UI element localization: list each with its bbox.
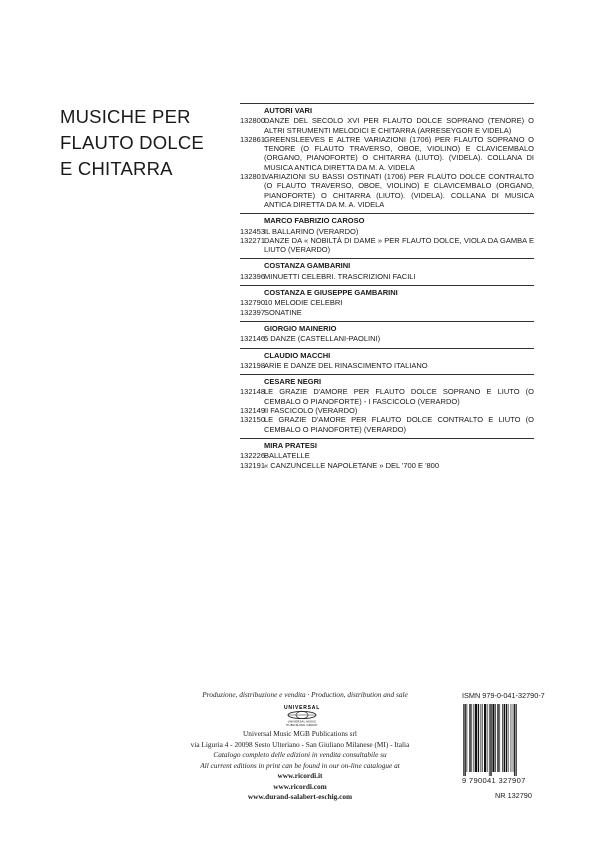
composer-name: MARCO FABRIZIO CAROSO	[264, 216, 365, 226]
universal-logo	[276, 703, 328, 727]
entry-title: VARIAZIONI SU BASSI OSTINATI (1706) PER FLAUTO DOLCE CONTRALTO (O FLAUTO TRAVERSO, OBOE, VIOLINO) E CLAVICEMBALO (ORGANO, PIANOFORTE) O CHITARRA (LIUTO). (VIDELA). COLLANA DI MUSICA ANTICA DIRETTA DA M. A. VIDELA	[264, 172, 534, 209]
catalog-entry	[240, 172, 534, 209]
catalog-entry	[240, 135, 534, 172]
catalog-entry	[240, 461, 534, 470]
composer-name: COSTANZA GAMBARINI	[264, 261, 351, 271]
catalog-section	[240, 374, 534, 438]
entry-code: 132790	[240, 298, 266, 308]
barcode-bar	[489, 704, 490, 776]
catalog-entry	[240, 387, 534, 406]
barcode	[462, 704, 540, 776]
catalog-section	[240, 285, 534, 321]
barcode-bar	[482, 704, 483, 772]
entry-title: BALLATELLE	[264, 451, 310, 461]
url-ricordi-com: www.ricordi.com	[273, 781, 327, 791]
entry-title: LE GRAZIE D'AMORE PER FLAUTO DOLCE CONTRALTO E LIUTO (O CEMBALO O PIANOFORTE) (VERARDO)	[264, 415, 534, 434]
entry-code: 132861	[240, 134, 266, 144]
composer-name: CLAUDIO MACCHI	[264, 350, 331, 360]
composer-name: CESARE NEGRI	[264, 377, 322, 387]
entry-title: ARIE E DANZE DEL RINASCIMENTO ITALIANO	[264, 360, 428, 370]
barcode-bar	[474, 704, 475, 772]
catalog-entry	[240, 308, 534, 317]
barcode-bar	[499, 704, 500, 772]
publisher-info	[150, 729, 450, 803]
barcode-bar	[478, 704, 479, 772]
entry-code: 132800	[240, 116, 266, 126]
url-ricordi-it: www.ricordi.it	[277, 771, 323, 780]
entry-title: IL BALLARINO (VERARDO)	[264, 226, 359, 236]
catalog-section	[240, 103, 534, 213]
entry-title: « CANZUNCELLE NAPOLETANE » DEL '700 E '800	[264, 460, 440, 470]
catalog-section	[240, 438, 534, 474]
barcode-bar	[513, 704, 514, 772]
catalog-entry	[240, 415, 534, 434]
barcode-bar	[469, 704, 470, 772]
catalog-entry	[240, 451, 534, 460]
ismn-code: ISMN 979-0-041-32790-7	[462, 691, 545, 700]
catalog-entry	[240, 116, 534, 135]
catalog-entry	[240, 334, 534, 343]
entry-title: DANZE DA « NOBILTÀ DI DAME » PER FLAUTO DOLCE, VIOLA DA GAMBA E LIUTO (VERARDO)	[264, 235, 534, 255]
composer-name: COSTANZA E GIUSEPPE GAMBARINI	[264, 288, 398, 298]
publisher-name: Universal Music MGB Publications srl	[243, 729, 357, 738]
barcode-bar	[471, 704, 472, 772]
entry-title: DANZE DEL SECOLO XVI PER FLAUTO DOLCE SOPRANO (TENORE) O ALTRI STRUMENTI MELODICI E CHITARRA (ARRESEYGOR E VIDELA)	[264, 116, 534, 135]
logo-subtitle-2: PUBLISHING GROUP	[286, 723, 318, 727]
catalog-section	[240, 348, 534, 375]
entry-code: 132801	[240, 172, 266, 182]
composer-name: AUTORI VARI	[264, 106, 313, 115]
barcode-bar	[514, 704, 515, 776]
title-line-2: FLAUTO DOLCE	[60, 132, 204, 153]
barcode-bar	[490, 704, 491, 776]
publisher-address: via Liguria 4 - 20098 Sesto Ulteriano - San Giuliano Milanese (MI) - Italia	[190, 739, 410, 749]
entry-title: GREENSLEEVES E ALTRE VARIAZIONI (1706) PER FLAUTO SOPRANO O TENORE (O FLAUTO TRAVERSO, OBOE, VIOLINO) E CLAVICEMBALO (ORGANO, PIANOFORTE) O CHITARRA (LIUTO). (VIDELA). COLLANA DI MUSICA ANTICA DIRETTA DA M. A. VIDELA	[264, 134, 534, 172]
entry-code: 132148	[240, 387, 266, 397]
catalog-entry	[240, 298, 534, 307]
entry-title: 5 DANZE (CASTELLANI-PAOLINI)	[264, 334, 381, 344]
barcode-bar	[495, 704, 496, 772]
barcode-bar	[463, 704, 464, 776]
entry-code: 132271	[240, 235, 266, 245]
barcode-bar	[511, 704, 512, 772]
barcode-bar	[487, 704, 488, 772]
entry-code: 132397	[240, 307, 266, 317]
catalog-entry	[240, 361, 534, 370]
barcode-bar	[475, 704, 477, 772]
barcode-bar	[467, 704, 468, 772]
entry-code: 132198	[240, 360, 266, 370]
catalog-title	[60, 104, 230, 182]
catalog-number: NR 132790	[495, 791, 532, 800]
barcode-bar	[504, 704, 505, 772]
catalog-note-it: Catalogo completo delle edizioni in vendita consultabile su	[213, 750, 387, 759]
entry-title: 10 MELODIE CELEBRI	[264, 298, 343, 308]
barcode-bar	[492, 704, 494, 772]
barcode-bar	[508, 704, 509, 772]
entry-code: 132191	[240, 460, 266, 470]
logo-subtitle-1: UNIVERSAL MUSIC	[287, 719, 317, 724]
entry-title: SONATINE	[264, 307, 302, 317]
catalog-note-en: All current editions in print can be found in our on-line catalogue at	[200, 760, 400, 770]
entry-code: 132149	[240, 406, 266, 416]
barcode-bar	[506, 704, 507, 772]
catalog-list	[240, 103, 534, 474]
logo-wordmark: UNIVERSAL	[283, 705, 321, 711]
composer-name: MIRA PRATESI	[264, 440, 317, 450]
entry-code: 132396	[240, 271, 266, 281]
entry-code: 132150	[240, 415, 266, 425]
title-line-3: E CHITARRA	[60, 158, 173, 179]
composer-name: GIORGIO MAINERIO	[264, 323, 337, 333]
barcode-bar	[502, 704, 503, 772]
barcode-bar	[464, 704, 465, 776]
barcode-number: 9 790041 327907	[462, 776, 526, 785]
entry-code: 132146	[240, 334, 266, 344]
catalog-section	[240, 258, 534, 285]
catalog-section	[240, 213, 534, 258]
entry-title: MINUETTI CELEBRI. TRASCRIZIONI FACILI	[264, 271, 416, 281]
barcode-bar	[497, 704, 498, 772]
catalog-section	[240, 321, 534, 348]
barcode-bar	[484, 704, 486, 772]
entry-title: II FASCICOLO (VERARDO)	[264, 406, 358, 416]
entry-code: 132453	[240, 226, 266, 236]
barcode-bar	[481, 704, 482, 772]
catalog-entry	[240, 272, 534, 281]
title-line-1: MUSICHE PER	[60, 106, 191, 127]
production-note: Produzione, distribuzione e vendita · Production, distribution and sale	[202, 690, 408, 699]
catalog-entry	[240, 236, 534, 255]
url-durand: www.durand-salabert-eschig.com	[247, 792, 353, 801]
entry-title: LE GRAZIE D'AMORE PER FLAUTO DOLCE SOPRANO E LIUTO (O CEMBALO O PIANOFORTE) - I FASCICOLO (VERARDO)	[264, 387, 534, 406]
barcode-bar	[516, 704, 517, 776]
entry-code: 132226	[240, 451, 266, 461]
catalog-entry	[240, 406, 534, 415]
catalog-entry	[240, 227, 534, 236]
